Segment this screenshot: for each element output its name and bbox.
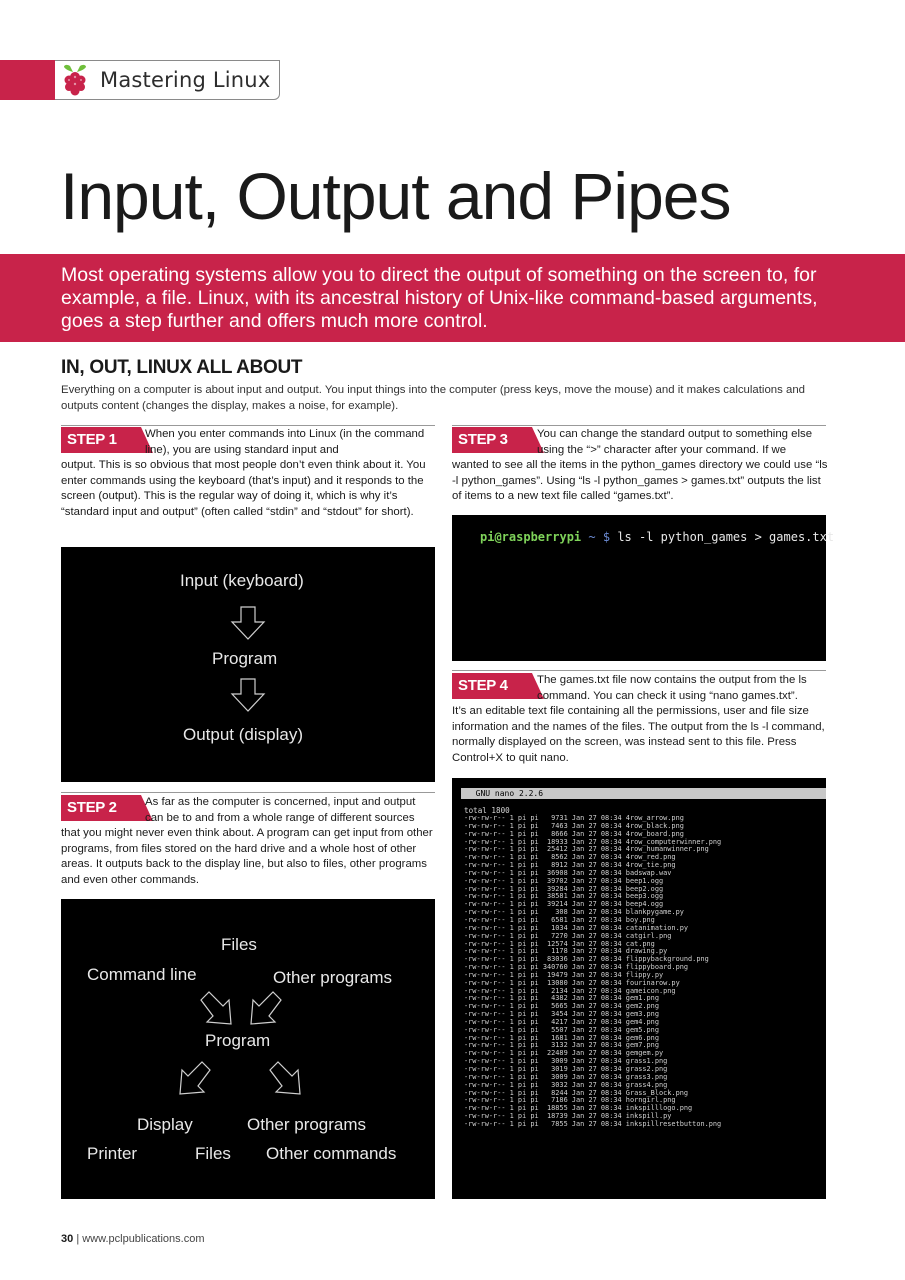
nano-listing-line: -rw-rw-r-- 1 pi pi 8244 Jan 27 08:34 Grass_Block.png xyxy=(464,1088,689,1097)
footer-url: www.pclpublications.com xyxy=(82,1233,205,1245)
terminal-tilde: ~ xyxy=(588,530,596,544)
terminal-user: pi@raspberrypi xyxy=(480,530,582,544)
nano-listing-line: -rw-rw-r-- 1 pi pi 1034 Jan 27 08:34 catanimation.py xyxy=(464,923,689,932)
nano-listing-line: -rw-rw-r-- 1 pi pi 3009 Jan 27 08:34 grass3.png xyxy=(464,1072,668,1081)
nano-listing-line: -rw-rw-r-- 1 pi pi 3009 Jan 27 08:34 grass1.png xyxy=(464,1057,668,1066)
step1-rule xyxy=(61,425,435,426)
section-label: Mastering Linux xyxy=(100,68,271,92)
nano-listing-line: -rw-rw-r-- 1 pi pi 83036 Jan 27 08:34 flippybackground.png xyxy=(464,955,709,964)
terminal-prompt: $ xyxy=(602,530,611,544)
nano-listing-line: -rw-rw-r-- 1 pi pi 3132 Jan 27 08:34 gem7.png xyxy=(464,1041,659,1050)
step2-first-lines: As far as the computer is concerned, input and output can be to and from a whole range of different sources xyxy=(145,796,416,824)
nano-listing-line: -rw-rw-r-- 1 pi pi 8666 Jan 27 08:34 4row_board.png xyxy=(464,829,684,838)
step1-first-lines: When you enter commands into Linux (in the command line), you are using standard input and xyxy=(145,428,425,456)
diagram2-program: Program xyxy=(205,1031,271,1050)
diagram2-command-line: Command line xyxy=(87,965,197,984)
diagonal-arrow-icon xyxy=(197,990,239,1032)
diagram1-program-label: Program xyxy=(212,649,278,668)
page-title: Input, Output and Pipes xyxy=(60,159,731,233)
diagram2-other-commands: Other commands xyxy=(266,1144,397,1163)
diagram2-other-programs-top: Other programs xyxy=(273,968,393,987)
diagonal-arrow-icon xyxy=(243,990,285,1032)
nano-listing-line: -rw-rw-r-- 1 pi pi 36908 Jan 27 08:34 badswap.wav xyxy=(464,868,672,877)
step2-badge: STEP 2 xyxy=(61,795,141,821)
step2-rule xyxy=(61,792,435,793)
nano-listing-line: -rw-rw-r-- 1 pi pi 340760 Jan 27 08:34 flippyboard.png xyxy=(464,963,689,972)
step3-badge: STEP 3 xyxy=(452,427,532,453)
footer-separator: | xyxy=(76,1233,83,1245)
section-heading: IN, OUT, LINUX ALL ABOUT xyxy=(61,357,303,378)
nano-listing-line: -rw-rw-r-- 1 pi pi 3454 Jan 27 08:34 gem3.png xyxy=(464,1010,659,1019)
section-tab-accent xyxy=(0,60,55,100)
nano-listing-line: -rw-rw-r-- 1 pi pi 38581 Jan 27 08:34 beep3.ogg xyxy=(464,892,664,901)
nano-listing-line: -rw-rw-r-- 1 pi pi 6581 Jan 27 08:34 boy.png xyxy=(464,915,655,924)
step4-text: It’s an editable text file containing all the permissions, user and file size information and the names of the files. The output from the ls -l command, normally displayed on the screen, was instead sent to this file. Press Control+X to quit nano. xyxy=(452,705,825,764)
nano-listing-line: -rw-rw-r-- 1 pi pi 5507 Jan 27 08:34 gem5.png xyxy=(464,1025,659,1034)
nano-listing-line: -rw-rw-r-- 1 pi pi 3032 Jan 27 08:34 grass4.png xyxy=(464,1080,668,1089)
nano-listing-line: -rw-rw-r-- 1 pi pi 12574 Jan 27 08:34 cat.png xyxy=(464,939,655,948)
diagram1-output-label: Output (display) xyxy=(183,725,303,744)
terminal-command-line xyxy=(480,530,834,544)
down-arrow-icon xyxy=(230,677,266,713)
step2-text: that you might never even think about. A program can get input from other programs, from files stored on the hard drive and a whole host of other areas. It outputs back to the display line, but also to files, other programs and even other commands. xyxy=(61,827,433,886)
nano-listing-line: -rw-rw-r-- 1 pi pi 8912 Jan 27 08:34 4row_tie.png xyxy=(464,861,676,870)
diagram2-other-programs-bottom: Other programs xyxy=(247,1115,367,1134)
nano-listing-line: -rw-rw-r-- 1 pi pi 5665 Jan 27 08:34 gem2.png xyxy=(464,1002,659,1011)
nano-listing-line: -rw-rw-r-- 1 pi pi 18855 Jan 27 08:34 inkspilllogo.png xyxy=(464,1104,693,1113)
nano-listing-line: -rw-rw-r-- 1 pi pi 13080 Jan 27 08:34 fourinarow.py xyxy=(464,978,680,987)
page-footer xyxy=(61,1233,205,1245)
step3-text: wanted to see all the items in the python_games directory we could use “ls -l python_games”. Using “ls -l python_games > games.txt” outputs the list of items to a new text file called “games.txt”. xyxy=(452,459,828,502)
nano-title: GNU nano 2.2.6 xyxy=(466,789,544,798)
nano-listing-line: -rw-rw-r-- 1 pi pi 18739 Jan 27 08:34 inkspill.py xyxy=(464,1112,672,1121)
nano-listing-line: -rw-rw-r-- 1 pi pi 3019 Jan 27 08:34 grass2.png xyxy=(464,1065,668,1073)
nano-listing-line: -rw-rw-r-- 1 pi pi 19479 Jan 27 08:34 flippy.py xyxy=(464,970,664,979)
nano-listing-line: -rw-rw-r-- 1 pi pi 39214 Jan 27 08:34 beep4.ogg xyxy=(464,900,664,909)
nano-listing-line: -rw-rw-r-- 1 pi pi 18933 Jan 27 08:34 4row_computerwinner.png xyxy=(464,837,722,846)
nano-listing-line: -rw-rw-r-- 1 pi pi 2134 Jan 27 08:34 gameicon.png xyxy=(464,986,676,995)
step4-badge: STEP 4 xyxy=(452,673,532,699)
nano-listing-line: -rw-rw-r-- 1 pi pi 7463 Jan 27 08:34 4row_black.png xyxy=(464,821,684,830)
step1-badge: STEP 1 xyxy=(61,427,141,453)
nano-listing-line: -rw-rw-r-- 1 pi pi 7855 Jan 27 08:34 inkspillresetbutton.png xyxy=(464,1119,722,1128)
intro-text: Most operating systems allow you to direct the output of something on the screen to, for example, a file. Linux, with its ancestral history of Unix-like command-based arguments, goes a step further and offers much more control. xyxy=(61,264,818,332)
nano-file-listing xyxy=(464,815,721,1129)
page-number: 30 xyxy=(61,1233,74,1245)
section-body: Everything on a computer is about input and output. You input things into the computer (press keys, move the mouse) and it makes calculations and outputs content (changes the display, makes a noise, for example). xyxy=(61,384,805,412)
nano-listing-line: -rw-rw-r-- 1 pi pi 7186 Jan 27 08:34 horngirl.png xyxy=(464,1096,676,1105)
step1-text: output. This is so obvious that most people don’t even think about it. You enter commands using the keyboard (that’s input) and it responds to the screen (output). This is the regular way of doing it, which is why it’s “standard input and output” (often called “stdin” and “stdout” for short). xyxy=(61,459,426,518)
nano-listing-line: -rw-rw-r-- 1 pi pi 1681 Jan 27 08:34 gem6.png xyxy=(464,1033,659,1042)
terminal-command: ls -l python_games > games.txt xyxy=(617,530,835,544)
diagonal-arrow-icon xyxy=(172,1060,214,1102)
diagram1-input-label: Input (keyboard) xyxy=(180,571,304,590)
diagram2-display: Display xyxy=(137,1115,193,1134)
nano-listing-line: -rw-rw-r-- 1 pi pi 8562 Jan 27 08:34 4row_red.png xyxy=(464,853,676,862)
nano-total-line: total 1800 xyxy=(464,806,510,815)
step3-first-lines: You can change the standard output to something else using the “>” character after your command. If we xyxy=(537,428,813,456)
nano-listing-line: -rw-rw-r-- 1 pi pi 22489 Jan 27 08:34 gemgem.py xyxy=(464,1049,664,1058)
diagram2-files-top: Files xyxy=(221,935,257,954)
step4-first-lines: The games.txt file now contains the output from the ls command. You can check it using “nano games.txt”. xyxy=(537,674,807,702)
nano-listing-line: -rw-rw-r-- 1 pi pi 4382 Jan 27 08:34 gem1.png xyxy=(464,994,659,1003)
down-arrow-icon xyxy=(230,605,266,641)
nano-listing-line: -rw-rw-r-- 1 pi pi 7270 Jan 27 08:34 catgirl.png xyxy=(464,931,672,940)
diagram2-files-bottom: Files xyxy=(195,1144,231,1163)
raspberry-pi-logo-icon xyxy=(61,63,89,97)
step4-rule xyxy=(452,670,826,671)
diagram2-printer: Printer xyxy=(87,1144,138,1163)
step3-rule xyxy=(452,425,826,426)
diagonal-arrow-icon xyxy=(266,1060,308,1102)
nano-listing-line: -rw-rw-r-- 1 pi pi 9731 Jan 27 08:34 4row_arrow.png xyxy=(464,814,684,822)
nano-listing-line: -rw-rw-r-- 1 pi pi 25412 Jan 27 08:34 4row_humanwinner.png xyxy=(464,845,709,854)
nano-listing-line: -rw-rw-r-- 1 pi pi 39284 Jan 27 08:34 beep2.ogg xyxy=(464,884,664,893)
nano-listing-line: -rw-rw-r-- 1 pi pi 4217 Jan 27 08:34 gem4.png xyxy=(464,1017,659,1026)
nano-listing-line: -rw-rw-r-- 1 pi pi 308 Jan 27 08:34 blankpygame.py xyxy=(464,908,684,917)
nano-listing-line: -rw-rw-r-- 1 pi pi 1178 Jan 27 08:34 drawing.py xyxy=(464,947,668,956)
nano-listing-line: -rw-rw-r-- 1 pi pi 39702 Jan 27 08:34 beep1.ogg xyxy=(464,876,664,885)
intro-band xyxy=(0,254,905,342)
